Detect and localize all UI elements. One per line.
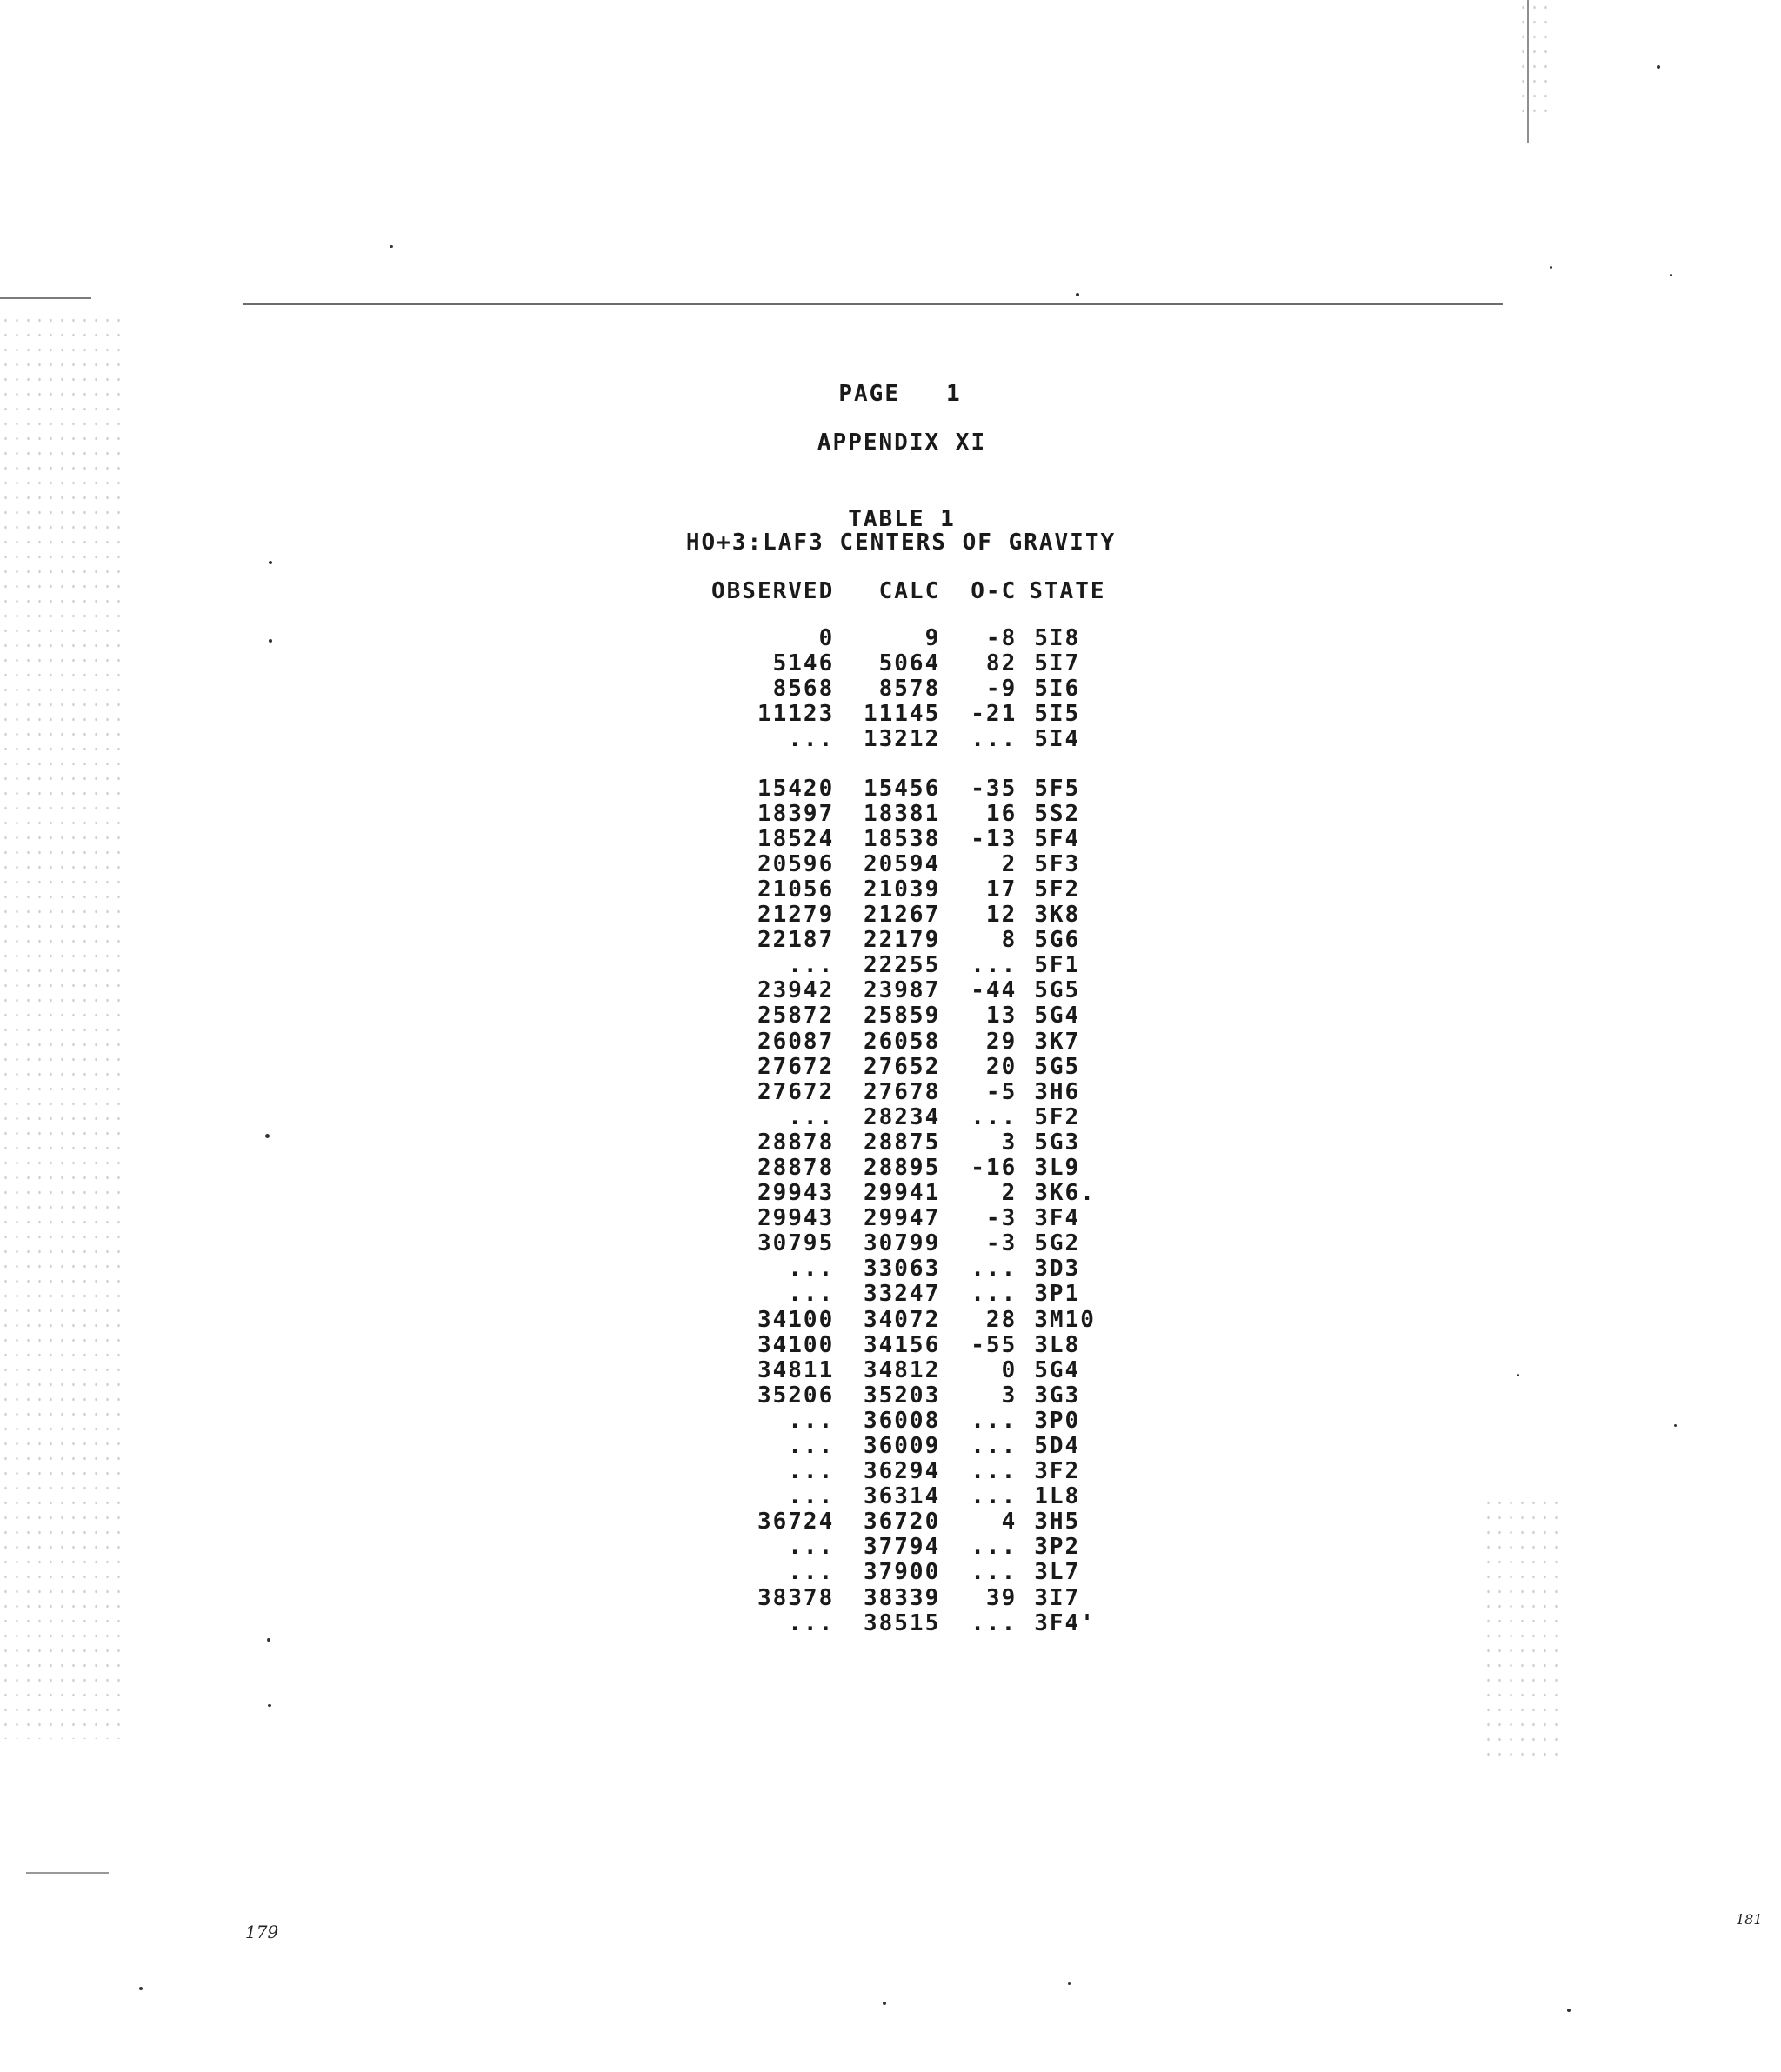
cell-o-c: ...: [971, 1281, 1017, 1308]
cell-state: 3M10: [1034, 1306, 1096, 1333]
table-header-row: [711, 579, 1130, 626]
cell-o-c: -8: [985, 625, 1017, 652]
cell-calc: 29947: [863, 1205, 941, 1232]
cell-state: 3K7: [1034, 1028, 1081, 1055]
table-row: [711, 1055, 1130, 1080]
cell-calc: 22179: [863, 927, 941, 954]
cell-observed: 20596: [757, 850, 835, 877]
cell-o-c: 17: [985, 876, 1017, 903]
cell-state: 1L8: [1034, 1483, 1081, 1510]
cell-o-c: ...: [971, 1483, 1017, 1510]
cell-o-c: ...: [971, 1534, 1017, 1561]
cell-observed: 28878: [757, 1129, 835, 1156]
cell-state: 5I7: [1034, 650, 1081, 677]
cell-o-c: 28: [985, 1306, 1017, 1333]
cell-state: 5F2: [1034, 1103, 1081, 1130]
cell-observed: 18397: [757, 800, 835, 827]
cell-observed: ...: [788, 1256, 835, 1283]
cell-calc: 33247: [863, 1281, 941, 1308]
table-row: [711, 651, 1130, 676]
cell-o-c: -35: [971, 775, 1017, 802]
cell-observed: 27672: [757, 1053, 835, 1080]
cell-calc: 28234: [863, 1103, 941, 1130]
cell-state: 5I4: [1034, 726, 1081, 753]
cell-observed: 22187: [757, 927, 835, 954]
scan-speck: [268, 1704, 271, 1707]
table-row: [711, 676, 1130, 702]
left-page-annotation: 179: [245, 1922, 279, 1942]
cell-o-c: -3: [985, 1205, 1017, 1232]
table-row: [711, 1256, 1130, 1282]
cell-state: 5G4: [1034, 1003, 1081, 1029]
cell-observed: 27672: [757, 1078, 835, 1105]
cell-observed: 23942: [757, 977, 835, 1004]
cell-observed: 35206: [757, 1382, 835, 1409]
page-number-line: [10, 381, 1781, 407]
scan-speck: [269, 561, 272, 564]
table-row: [711, 1080, 1130, 1105]
scan-speck: [1550, 266, 1552, 269]
table-row: [711, 776, 1130, 802]
cell-observed: 25872: [757, 1003, 835, 1029]
cell-state: 3K6.: [1034, 1180, 1096, 1207]
scan-speck: [139, 1987, 143, 1990]
cell-calc: 36314: [863, 1483, 941, 1510]
cell-o-c: -3: [985, 1230, 1017, 1257]
cell-o-c: 39: [985, 1584, 1017, 1611]
header-observed: OBSERVED: [711, 578, 835, 604]
cell-calc: 38339: [863, 1584, 941, 1611]
cell-observed: ...: [788, 1609, 835, 1636]
scan-speck: [267, 1638, 270, 1642]
cell-state: 5I8: [1034, 625, 1081, 652]
table-row: [711, 702, 1130, 727]
cell-calc: 23987: [863, 977, 941, 1004]
table-row: [711, 827, 1130, 852]
table-row: [711, 877, 1130, 903]
cell-calc: 36008: [863, 1407, 941, 1434]
cell-calc: 38515: [863, 1609, 941, 1636]
cell-state: 5F5: [1034, 775, 1081, 802]
table-group-1: [711, 626, 1130, 752]
table-row: [711, 953, 1130, 978]
table-row: [711, 1333, 1130, 1358]
cell-state: 5G3: [1034, 1129, 1081, 1156]
appendix-heading: APPENDIX XI: [817, 430, 987, 456]
cell-o-c: 0: [1001, 1356, 1017, 1383]
cell-observed: ...: [788, 1483, 835, 1510]
table-title: HO+3:LAF3 CENTERS OF GRAVITY: [685, 530, 1117, 556]
cell-calc: 8578: [878, 676, 941, 703]
cell-o-c: ...: [971, 1609, 1017, 1636]
cell-o-c: 20: [985, 1053, 1017, 1080]
cell-state: 5I5: [1034, 701, 1081, 728]
cell-state: 3L7: [1034, 1559, 1081, 1586]
top-horizontal-rule: [243, 303, 1503, 305]
cell-o-c: -9: [985, 676, 1017, 703]
cell-calc: 27678: [863, 1078, 941, 1105]
table-row: [711, 1156, 1130, 1181]
right-margin-scan-noise: [1483, 1496, 1561, 1765]
cell-observed: 15420: [757, 775, 835, 802]
cell-calc: 25859: [863, 1003, 941, 1029]
cell-calc: 18538: [863, 825, 941, 852]
group-gap-row: [711, 753, 1130, 776]
cell-calc: 36009: [863, 1433, 941, 1459]
cell-o-c: 3: [1001, 1382, 1017, 1409]
right-page-annotation: 181: [1736, 1911, 1763, 1928]
cell-calc: 36720: [863, 1509, 941, 1536]
page-label: PAGE: [838, 381, 900, 407]
cell-observed: ...: [788, 952, 835, 979]
table-row: [711, 852, 1130, 877]
cell-o-c: ...: [971, 1433, 1017, 1459]
table-row: [711, 1535, 1130, 1560]
bottom-left-rule: [26, 1872, 109, 1874]
cell-calc: 33063: [863, 1256, 941, 1283]
cell-calc: 34072: [863, 1306, 941, 1333]
cell-observed: ...: [788, 1103, 835, 1130]
cell-calc: 29941: [863, 1180, 941, 1207]
cell-observed: ...: [788, 1281, 835, 1308]
cell-observed: 30795: [757, 1230, 835, 1257]
cell-calc: 37794: [863, 1534, 941, 1561]
table-row: [711, 1459, 1130, 1484]
cell-o-c: -55: [971, 1331, 1017, 1358]
header-state: STATE: [1029, 578, 1106, 604]
cell-o-c: ...: [971, 1103, 1017, 1130]
table-row: [711, 1105, 1130, 1130]
cell-calc: 20594: [863, 850, 941, 877]
table-row: [711, 1206, 1130, 1231]
table-row: [711, 1130, 1130, 1156]
centers-of-gravity-table: [711, 579, 1130, 1636]
cell-observed: 36724: [757, 1509, 835, 1536]
cell-state: 5D4: [1034, 1433, 1081, 1459]
cell-calc: 28875: [863, 1129, 941, 1156]
cell-calc: 15456: [863, 775, 941, 802]
top-right-scan-noise: [1518, 0, 1552, 122]
cell-o-c: 2: [1001, 850, 1017, 877]
cell-observed: ...: [788, 1433, 835, 1459]
cell-state: 3G3: [1034, 1382, 1081, 1409]
cell-observed: ...: [788, 1534, 835, 1561]
cell-state: 5G6: [1034, 927, 1081, 954]
table-row: [711, 1611, 1130, 1636]
scan-speck: [1076, 293, 1079, 296]
cell-state: 3F4': [1034, 1609, 1096, 1636]
table-row: [711, 1003, 1130, 1029]
header-calc: CALC: [878, 578, 941, 604]
scan-speck: [1517, 1374, 1519, 1376]
cell-calc: 21039: [863, 876, 941, 903]
cell-observed: ...: [788, 1559, 835, 1586]
cell-state: 3F4: [1034, 1205, 1081, 1232]
cell-o-c: -16: [971, 1154, 1017, 1181]
scan-speck: [269, 639, 272, 643]
cell-calc: 30799: [863, 1230, 941, 1257]
table-row: [711, 1358, 1130, 1383]
cell-calc: 35203: [863, 1382, 941, 1409]
table-row: [711, 802, 1130, 827]
page-number: 1: [945, 381, 962, 407]
table-group-2: [711, 776, 1130, 1636]
cell-calc: 34156: [863, 1331, 941, 1358]
cell-o-c: 4: [1001, 1509, 1017, 1536]
cell-o-c: 16: [985, 800, 1017, 827]
table-row: [711, 1409, 1130, 1434]
cell-observed: 11123: [757, 701, 835, 728]
table-row: [711, 727, 1130, 752]
table-row: [711, 1029, 1130, 1055]
scan-speck: [1657, 65, 1660, 69]
cell-observed: 0: [818, 625, 835, 652]
table-row: [711, 626, 1130, 651]
cell-calc: 13212: [863, 726, 941, 753]
cell-o-c: -5: [985, 1078, 1017, 1105]
cell-state: 5S2: [1034, 800, 1081, 827]
scan-speck: [265, 1134, 270, 1138]
cell-o-c: -13: [971, 825, 1017, 852]
cell-calc: 21267: [863, 902, 941, 929]
cell-o-c: 29: [985, 1028, 1017, 1055]
cell-o-c: 3: [1001, 1129, 1017, 1156]
cell-calc: 34812: [863, 1356, 941, 1383]
cell-calc: 27652: [863, 1053, 941, 1080]
cell-observed: 5146: [772, 650, 835, 677]
cell-calc: 36294: [863, 1458, 941, 1485]
cell-observed: 29943: [757, 1205, 835, 1232]
cell-state: 3L8: [1034, 1331, 1081, 1358]
cell-state: 5G5: [1034, 977, 1081, 1004]
cell-o-c: 82: [985, 650, 1017, 677]
cell-o-c: -21: [971, 701, 1017, 728]
cell-state: 3H6: [1034, 1078, 1081, 1105]
scan-speck: [1674, 1424, 1677, 1427]
table-group-separator: [711, 753, 1130, 776]
table-row: [711, 1434, 1130, 1459]
cell-observed: 18524: [757, 825, 835, 852]
table-caption: TABLE 1: [848, 506, 956, 532]
cell-observed: ...: [788, 1458, 835, 1485]
cell-calc: 28895: [863, 1154, 941, 1181]
cell-state: 3F2: [1034, 1458, 1081, 1485]
cell-observed: 8568: [772, 676, 835, 703]
cell-o-c: 12: [985, 902, 1017, 929]
cell-o-c: ...: [971, 1256, 1017, 1283]
table-row: [711, 1560, 1130, 1585]
cell-state: 5F2: [1034, 876, 1081, 903]
cell-o-c: -44: [971, 977, 1017, 1004]
cell-state: 3P0: [1034, 1407, 1081, 1434]
cell-state: 5G2: [1034, 1230, 1081, 1257]
scan-speck: [1670, 274, 1672, 276]
header-o-c: O-C: [971, 578, 1017, 604]
scan-speck: [390, 245, 393, 248]
cell-state: 3K8: [1034, 902, 1081, 929]
cell-calc: 26058: [863, 1028, 941, 1055]
cell-state: 5F4: [1034, 825, 1081, 852]
left-margin-rule: [0, 297, 91, 299]
cell-o-c: ...: [971, 1407, 1017, 1434]
cell-state: 3I7: [1034, 1584, 1081, 1611]
cell-observed: 28878: [757, 1154, 835, 1181]
cell-o-c: ...: [971, 1559, 1017, 1586]
cell-o-c: 8: [1001, 927, 1017, 954]
cell-observed: 34100: [757, 1331, 835, 1358]
table-row: [711, 1231, 1130, 1256]
table-row: [711, 1484, 1130, 1509]
cell-observed: 21056: [757, 876, 835, 903]
cell-observed: 29943: [757, 1180, 835, 1207]
cell-state: 5F1: [1034, 952, 1081, 979]
table-row: [711, 1509, 1130, 1535]
cell-observed: 38378: [757, 1584, 835, 1611]
table-row: [711, 1383, 1130, 1409]
cell-o-c: ...: [971, 1458, 1017, 1485]
table-row: [711, 1181, 1130, 1206]
cell-state: 5G4: [1034, 1356, 1081, 1383]
cell-state: 3P1: [1034, 1281, 1081, 1308]
cell-observed: ...: [788, 726, 835, 753]
table-row: [711, 1282, 1130, 1307]
table-row: [711, 928, 1130, 953]
cell-o-c: ...: [971, 952, 1017, 979]
cell-state: 3H5: [1034, 1509, 1081, 1536]
scan-speck: [883, 2002, 886, 2005]
cell-o-c: 2: [1001, 1180, 1017, 1207]
cell-observed: 21279: [757, 902, 835, 929]
scan-speck: [1567, 2009, 1571, 2012]
cell-o-c: ...: [971, 726, 1017, 753]
table-row: [711, 978, 1130, 1003]
cell-calc: 11145: [863, 701, 941, 728]
cell-observed: 34811: [757, 1356, 835, 1383]
cell-observed: 34100: [757, 1306, 835, 1333]
scan-speck: [1068, 1982, 1071, 1985]
cell-state: 3L9: [1034, 1154, 1081, 1181]
cell-calc: 5064: [878, 650, 941, 677]
table-row: [711, 903, 1130, 928]
cell-state: 5F3: [1034, 850, 1081, 877]
cell-observed: ...: [788, 1407, 835, 1434]
cell-calc: 37900: [863, 1559, 941, 1586]
cell-state: 3P2: [1034, 1534, 1081, 1561]
cell-state: 3D3: [1034, 1256, 1081, 1283]
table-row: [711, 1586, 1130, 1611]
cell-calc: 9: [924, 625, 941, 652]
cell-state: 5I6: [1034, 676, 1081, 703]
cell-calc: 18381: [863, 800, 941, 827]
cell-o-c: 13: [985, 1003, 1017, 1029]
cell-calc: 22255: [863, 952, 941, 979]
table-row: [711, 1308, 1130, 1333]
cell-observed: 26087: [757, 1028, 835, 1055]
cell-state: 5G5: [1034, 1053, 1081, 1080]
